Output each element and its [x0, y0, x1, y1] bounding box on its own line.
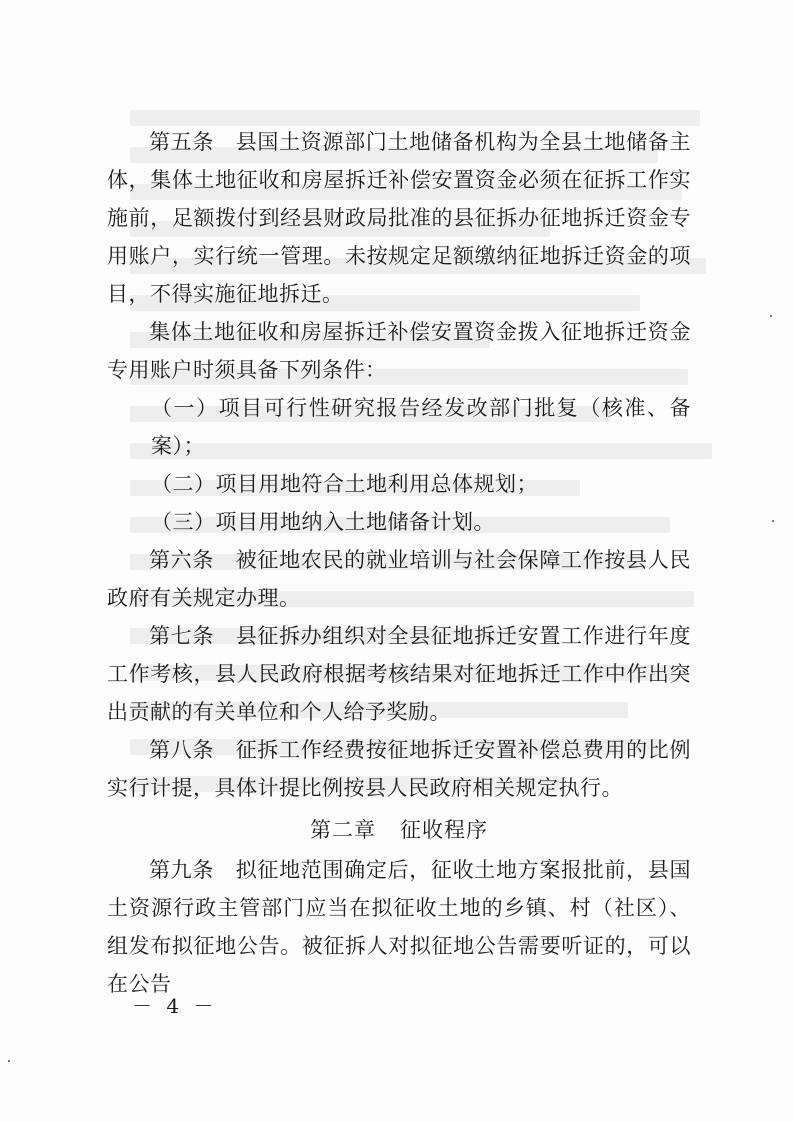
chapter-number: 第二章	[310, 818, 376, 842]
scan-speck	[770, 315, 772, 317]
fund-conditions-intro: 集体土地征收和房屋拆迁补偿安置资金拨入征地拆迁资金专用账户时须具备下列条件：	[107, 320, 691, 382]
condition-item-1: （一）项目可行性研究报告经发改部门批复（核准、备案）；	[151, 396, 691, 458]
article-8: 第八条 征拆工作经费按征地拆迁安置补偿总费用的比例实行计提，具体计提比例按县人民政府相关规定执行。	[107, 738, 691, 800]
article-6: 第六条 被征地农民的就业培训与社会保障工作按县人民政府有关规定办理。	[107, 548, 691, 610]
article-9: 第九条 拟征地范围确定后，征收土地方案报批前，县国土资源行政主管部门应当在拟征收土地的乡镇、村（社区）、组发布拟征地公告。被征拆人对拟征地公告需要听证的，可以在公告	[107, 858, 691, 996]
condition-item-3: （三）项目用地纳入土地储备计划。	[151, 510, 495, 534]
scan-speck	[8, 1060, 10, 1062]
article-7: 第七条 县征拆办组织对全县征地拆迁安置工作进行年度工作考核，县人民政府根据考核结果对征地拆迁工作中作出突出贡献的有关单位和个人给予奖励。	[107, 624, 691, 724]
chapter-heading	[107, 811, 691, 849]
chapter-title: 征收程序	[400, 818, 488, 842]
page-number: － 4 －	[132, 994, 218, 1018]
condition-item-2: （二）项目用地符合土地利用总体规划；	[151, 472, 538, 496]
document-body	[107, 123, 691, 1003]
scan-speck	[772, 520, 774, 522]
article-5: 第五条 县国土资源部门土地储备机构为全县土地储备主体，集体土地征收和房屋拆迁补偿安置资金必须在征拆工作实施前，足额拨付到经县财政局批准的县征拆办征地拆迁资金专用账户，实行统一管理。未按规定足额缴纳征地拆迁资金的项目，不得实施征地拆迁。	[107, 130, 691, 306]
